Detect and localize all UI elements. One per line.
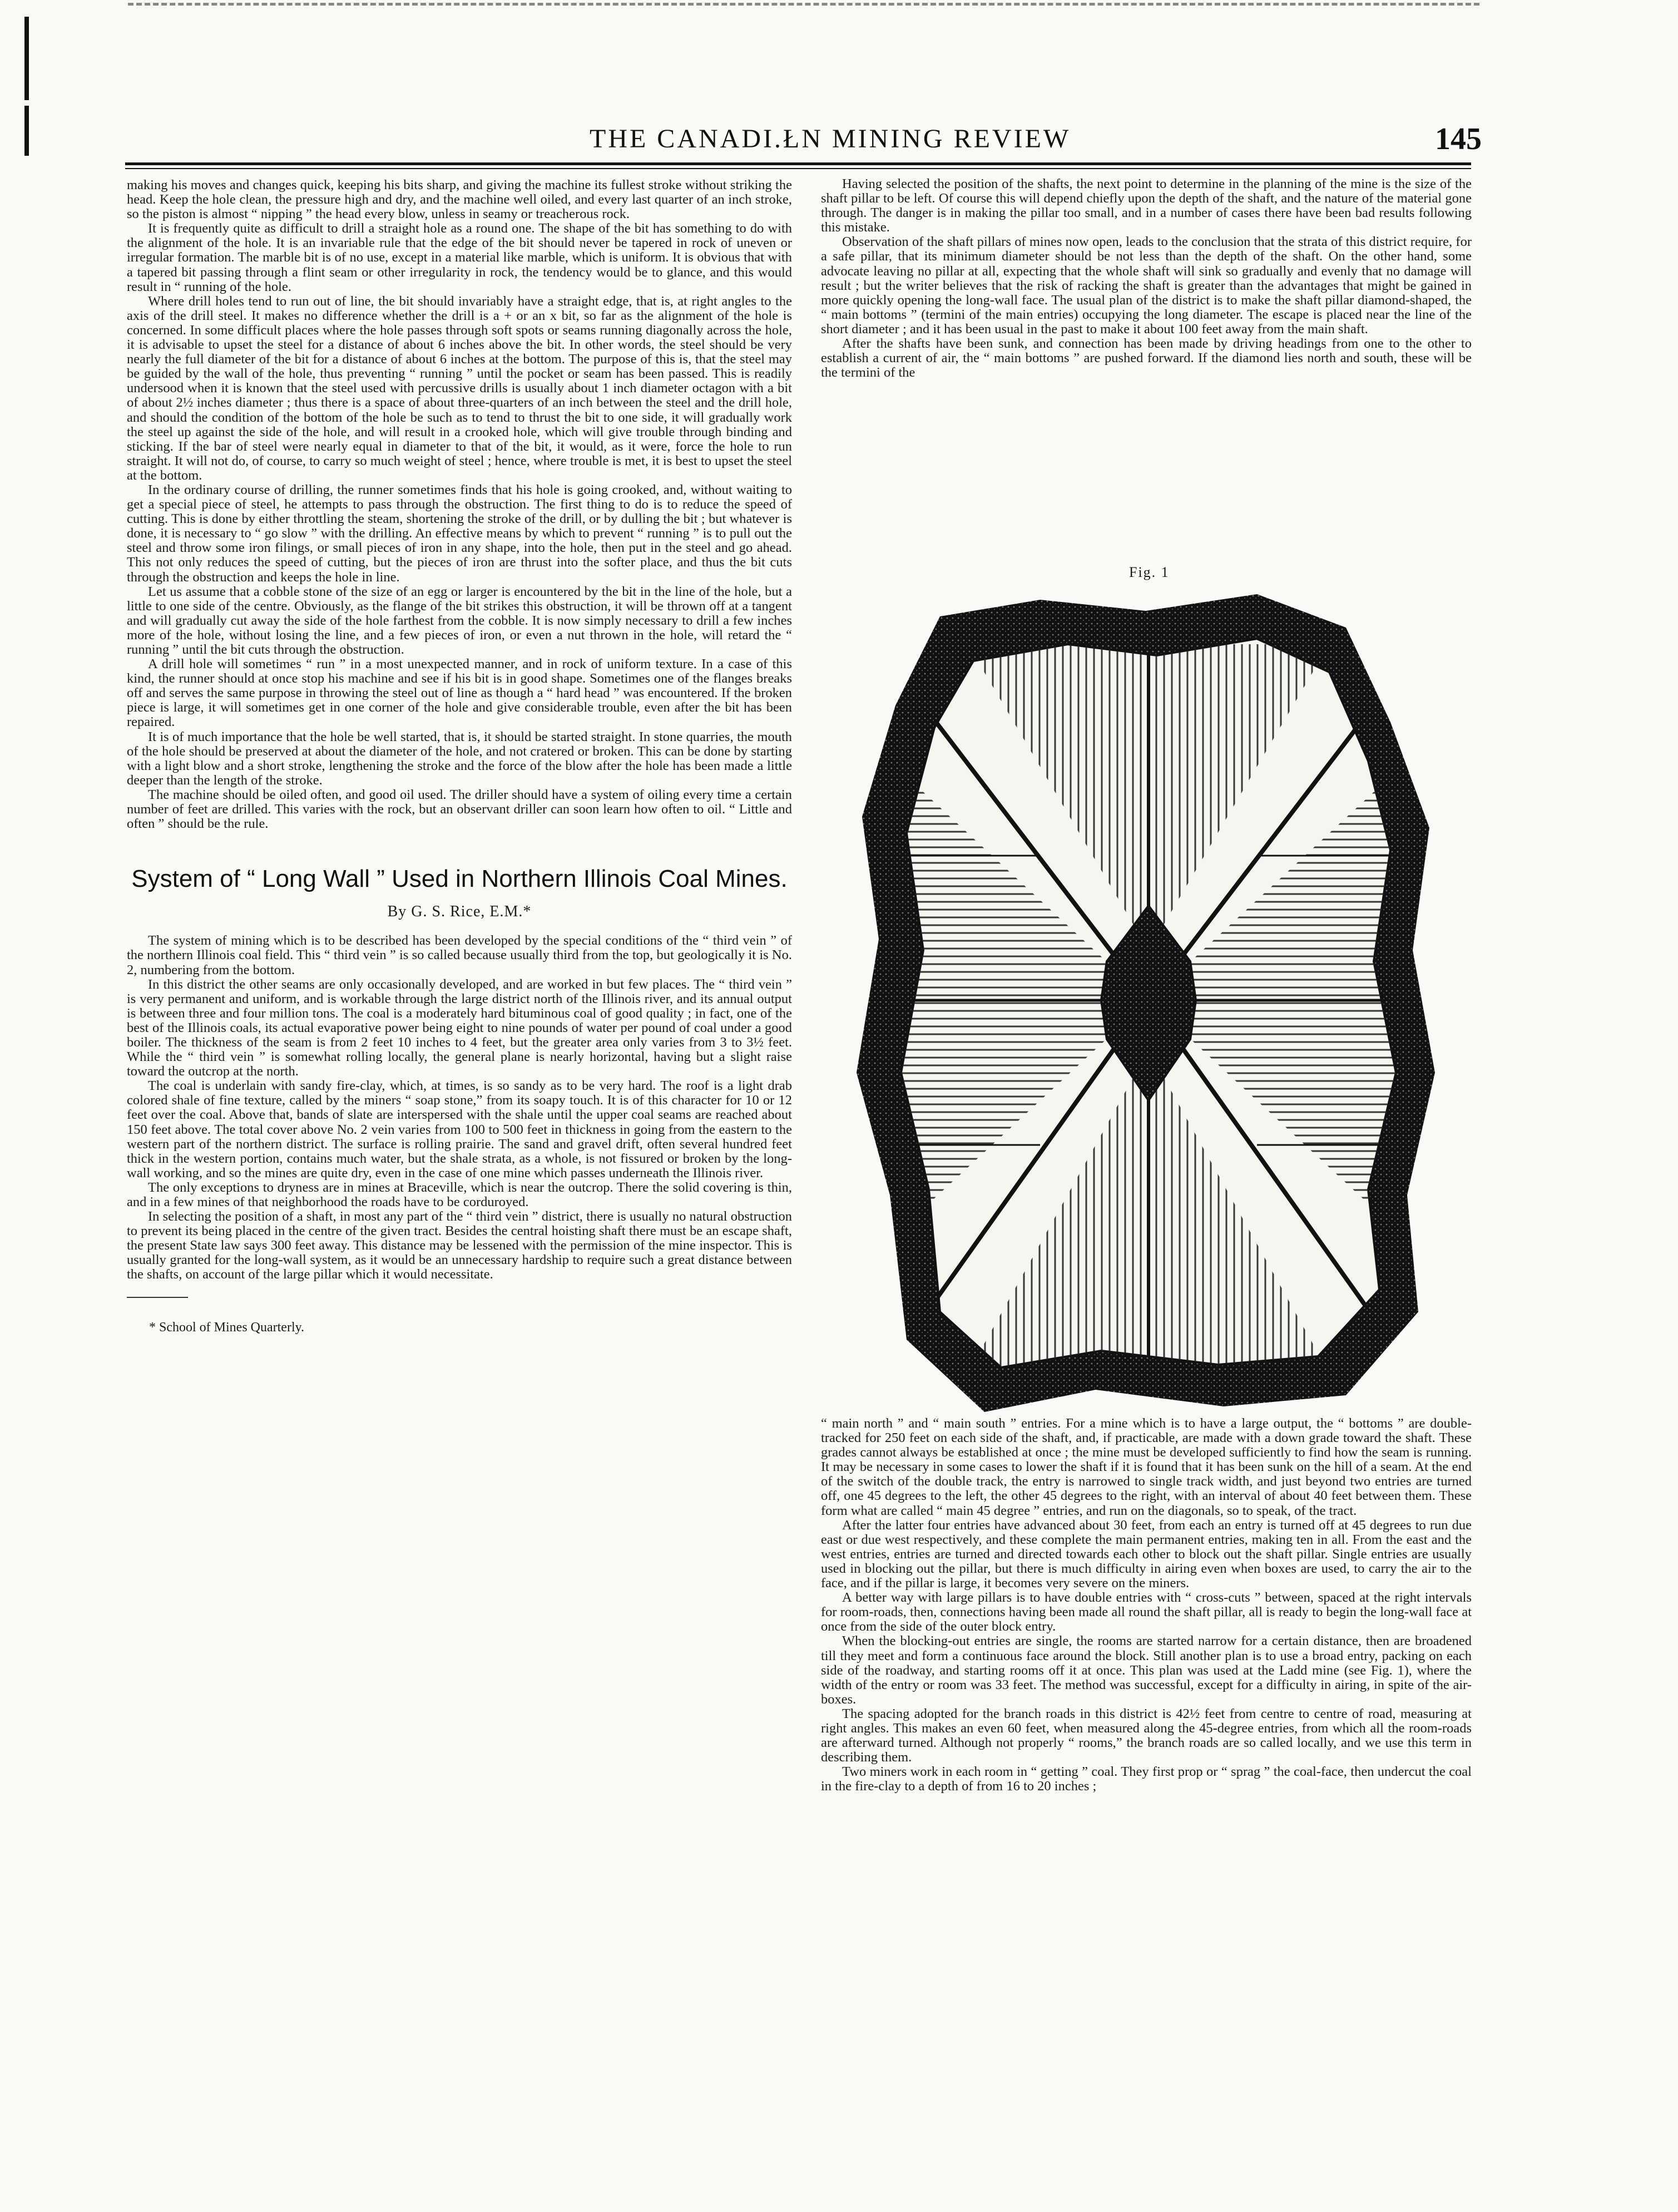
top-edge-rule: [128, 3, 1479, 6]
paragraph: The machine should be oiled often, and good oil used. The driller should have a system of oiling every time a certain number of feet are drilled. This varies with the rock, but an observant driller can soon learn how often to oil. “ Little and often ” should be the rule.: [127, 787, 792, 832]
paragraph: It is frequently quite as difficult to drill a straight hole as a round one. The shape of the bit has something to do with the alignment of the hole. It is an invariable rule that the edge of the bit should never be tapered in rock of uneven or irregular formation. The marble bit is of no use, except in a material like marble, which is uniform. It is obvious that with a tapered bit passing through a flint seam or other irregularity in rock, the tendency would be to glance, and this would result in “ running of the hole.: [127, 221, 792, 294]
article-paragraph: In selecting the position of a shaft, in most any part of the “ third vein ” district, there is usually no natural obstruction to prevent its being placed in the centre of the given tract. Besides the central hoisting shaft there must be an escape shaft, the present State law says 300 feet away. This distance may be lessened with the permission of the mine inspector. This is usually granted for the long-wall system, as it would be an unnecessary hardship to require such a great distance between the shafts, on account of the large pillar which it would necessitate.: [127, 1209, 792, 1282]
mine-plan-figure: [857, 594, 1441, 1412]
paragraph: Observation of the shaft pillars of mines now open, leads to the conclusion that the strata of this district require, for a safe pillar, that its minimum diameter should be not less than the depth of the shaft. On the other hand, some advocate leaving no pillar at all, expecting that the whole shaft will sink so gradually and evenly that no damage will result ; but the writer believes that the risk of racking the shaft is greater than the advantages that might be gained in more quickly opening the long-wall face. The usual plan of the district is to make the shaft pillar diamond-shaped, the “ main bottoms ” (termini of the main entries) occupying the long diameter. The escape is placed near the line of the short diameter ; and it has been usual in the past to make it about 100 feet away from the main shaft.: [821, 234, 1472, 337]
paragraph: After the latter four entries have advanced about 30 feet, from each an entry is turned off at 45 degrees to run due east or due west respectively, and these complete the main permanent entries, making ten in all. From the east and the west entries, entries are turned and directed towards each other to block out the shaft pillar. Single entries are usually used in blocking out the pillar, but there is much difficulty in airing even when boxes are used, to carry the air to the face, and if the pillar is large, it becomes very severe on the miners.: [821, 1517, 1472, 1591]
paragraph: When the blocking-out entries are single, the rooms are started narrow for a certain distance, then are broadened till they meet and form a continuous face around the block. Still another plan is to use a broad entry, packing on each side of the roadway, and starting rooms off it at once. This plan was used at the Ladd mine (see Fig. 1), where the width of the entry or room was 33 feet. The method was successful, except for a difficulty in airing, in spite of the air-boxes.: [821, 1633, 1472, 1707]
paragraph: A better way with large pillars is to have double entries with “ cross-cuts ” between, spaced at the right intervals for room-roads, then, connections having been made all round the shaft pillar, all is ready to begin the long-wall face at once from the side of the outer block entry.: [821, 1590, 1472, 1635]
footnote: * School of Mines Quarterly.: [149, 1320, 305, 1335]
paragraph: Let us assume that a cobble stone of the size of an egg or larger is encountered by the bit in the line of the hole, but a little to one side of the centre. Obviously, as the flange of the bit strikes this obstruction, it will be thrown off at a tangent and will gradually cut away the side of the hole farthest from the cobble. It is now simply necessary to drill a few inches more of the hole, without losing the line, and a few pieces of iron, or even a nut thrown in the hole, will retard the “ running ” until the bit cuts through the obstruction.: [127, 584, 792, 657]
paragraph: It is of much importance that the hole be well started, that is, it should be started straight. In stone quarries, the mouth of the hole should be preserved at about the diameter of the hole, and not cratered or broken. This can be done by starting with a light blow and a short stroke, lengthening the stroke and the force of the blow after the hole has been made a little deeper than the length of the stroke.: [127, 729, 792, 788]
article-paragraph: In this district the other seams are only occasionally developed, and are worked in but few places. The “ third vein ” is very permanent and uniform, and is workable through the large district north of the Illinois river, and its annual output is between three and four million tons. The coal is a moderately hard bituminous coal of good quality ; in fact, one of the best of the Illinois coals, its actual evaporative power being eight to nine pounds of water per pound of coal under a good boiler. The thickness of the seam is from 2 feet 10 inches to 4 feet, but the greater area only varies from 3 to 3½ feet. While the “ third vein ” is somewhat rolling locally, the general plane is nearly horizontal, having but a slight raise toward the outcrop at the north.: [127, 976, 792, 1079]
header-rule-thick: [125, 162, 1471, 165]
paragraph: Having selected the position of the shafts, the next point to determine in the planning of the mine is the size of the shaft pillar to be left. Of course this will depend chiefly upon the depth of the shaft, and the nature of the material gone through. The danger is in making the pillar too small, and in a number of cases there have been bad results following this mistake.: [821, 176, 1472, 235]
journal-title: THE CANADI.ŁN MINING REVIEW: [590, 124, 1071, 154]
article-title: System of “ Long Wall ” Used in Northern Illinois Coal Mines.: [131, 865, 788, 893]
paragraph: The spacing adopted for the branch roads in this district is 42½ feet from centre to centre of road, measuring at right angles. This makes an even 60 feet, when measured along the 45-degree entries, from which all the room-roads are afterward turned. Although not properly “ rooms,” the branch roads are so called locally, and we use this term in describing them.: [821, 1706, 1472, 1765]
header-rule-thin: [125, 168, 1471, 169]
article-paragraph: The system of mining which is to be described has been developed by the special conditions of the “ third vein ” of the northern Illinois coal field. This “ third vein ” is so called because usually third from the top, but geologically it is No. 2, numbering from the bottom.: [127, 933, 792, 977]
paragraph: Two miners work in each room in “ getting ” coal. They first prop or “ sprag ” the coal-face, then undercut the coal in the fire-clay to a depth of from 16 to 20 inches ;: [821, 1764, 1472, 1794]
paragraph: Where drill holes tend to run out of line, the bit should invariably have a straight edge, that is, at right angles to the axis of the drill steel. It makes no difference whether the drill is a + or an x bit, so far as the alignment of the hole is concerned. In some difficult places where the hole passes through soft spots or seams running diagonally across the hole, it is advisable to upset the steel for a distance of about 6 inches above the bit. In other words, the steel should be very nearly the full diameter of the bit for a distance of about 6 inches at the bottom. The purpose of this is, that the steel may be guided by the wall of the hole, thus preventing “ running ” until the pocket or seam has been passed. This is readily undersood when it is known that the steel used with percussive drills is usually about 1 inch diameter octagon with a bit of about 2½ inches diameter ; thus there is a space of about three-quarters of an inch between the steel and the drill hole, and should the condition of the bottom of the hole be such as to tend to thrust the bit to one side, it will gradually work the steel up against the side of the hole, and will result in a crooked hole, which will give trouble through binding and sticking. If the bar of steel were nearly equal in diameter to that of the bit, it would, as it were, force the hole to run straight. It will not do, of course, to carry so much weight of steel ; hence, where trouble is met, it is best to upset the steel at the bottom.: [127, 293, 792, 483]
paragraph: A drill hole will sometimes “ run ” in a most unexpected manner, and in rock of uniform texture. In a case of this kind, the runner should at once stop his machine and see if his bit is in good shape. Sometimes one of the flanges breaks off and serves the same purpose in throwing the steel out of line as though a “ hard head ” was encountered. If the broken piece is large, it will sometimes get in one corner of the hole and give considerable trouble, even after the bit has been repaired.: [127, 656, 792, 730]
right-column-top: [821, 177, 1472, 380]
figure-caption: Fig. 1: [1129, 564, 1170, 580]
right-column-bottom: [821, 1416, 1472, 1794]
article-paragraph: The only exceptions to dryness are in mines at Braceville, which is near the outcrop. There the solid covering is thin, and in a few mines of that neighborhood the roads have to be corduroyed.: [127, 1179, 792, 1209]
left-margin-bar-lower: [24, 106, 29, 156]
paragraph: making his moves and changes quick, keeping his bits sharp, and giving the machine its fullest stroke without striking the head. Keep the hole clean, the pressure high and dry, and the machine well oiled, and every last quarter of an inch stroke, so the piston is almost “ nipping ” the head every blow, unless in seamy or treacherous rock.: [127, 177, 792, 222]
paragraph: After the shafts have been sunk, and connection has been made by driving headings from one to the other to establish a current of air, the “ main bottoms ” are pushed forward. If the diamond lies north and south, these will be the termini of the: [821, 336, 1472, 381]
paragraph: In the ordinary course of drilling, the runner sometimes finds that his hole is going crooked, and, without waiting to get a special piece of steel, he attempts to pass through the obstruction. The first thing to do is to reduce the speed of cutting. This is done by either throttling the steam, shortening the stroke of the drill, or by dulling the bit ; but whatever is done, it is necessary to “ go slow ” with the drilling. An effective means by which to prevent “ running ” is to pull out the steel and throw some iron filings, or small pieces of iron in any shape, into the hole, then put in the steel and go ahead. This not only reduces the speed of cutting, but the pieces of iron are thrust into the softer place, and thus the bit cuts through the obstruction and keeps the hole in line.: [127, 482, 792, 585]
paragraph: “ main north ” and “ main south ” entries. For a mine which is to have a large output, the “ bottoms ” are double-tracked for 250 feet on each side of the shaft, and, if practicable, are made with a down grade toward the shaft. These grades cannot always be established at once ; the mine must be developed sufficiently to find how the seam is running. It may be necessary in some cases to lower the shaft if it is found that it has been sunk on the hill of a seam. At the end of the switch of the double track, the entry is narrowed to single track width, and just beyond two entries are turned off, one 45 degrees to the left, the other 45 degrees to the right, with an interval of about 40 feet between them. These form what are called “ main 45 degree ” entries, and run on the diagonals, so to speak, of the tract.: [821, 1416, 1472, 1518]
left-column: [127, 178, 792, 1335]
footnote-rule: [127, 1297, 188, 1298]
article-byline: By G. S. Rice, E.M.*: [387, 903, 532, 921]
article-paragraph: The coal is underlain with sandy fire-clay, which, at times, is so sandy as to be very hard. The roof is a light drab colored shale of fine texture, called by the miners “ soap stone,” from its soapy touch. It is of this character for 10 or 12 feet over the coal. Above that, bands of slate are interspersed with the shale until the upper coal seams are reached about 150 feet above. The total cover above No. 2 vein varies from 100 to 500 feet in thickness in going from the eastern to the western part of the northern district. The surface is rolling prairie. The sand and gravel drift, often several hundred feet thick in the western portion, contains much water, but the shale strata, as a whole, is not fissured or broken by the long-wall working, and so the mines are quite dry, even in the case of one mine which passes underneath the Illinois river.: [127, 1078, 792, 1181]
page-number: 145: [1435, 122, 1482, 156]
left-margin-bar: [24, 17, 29, 100]
